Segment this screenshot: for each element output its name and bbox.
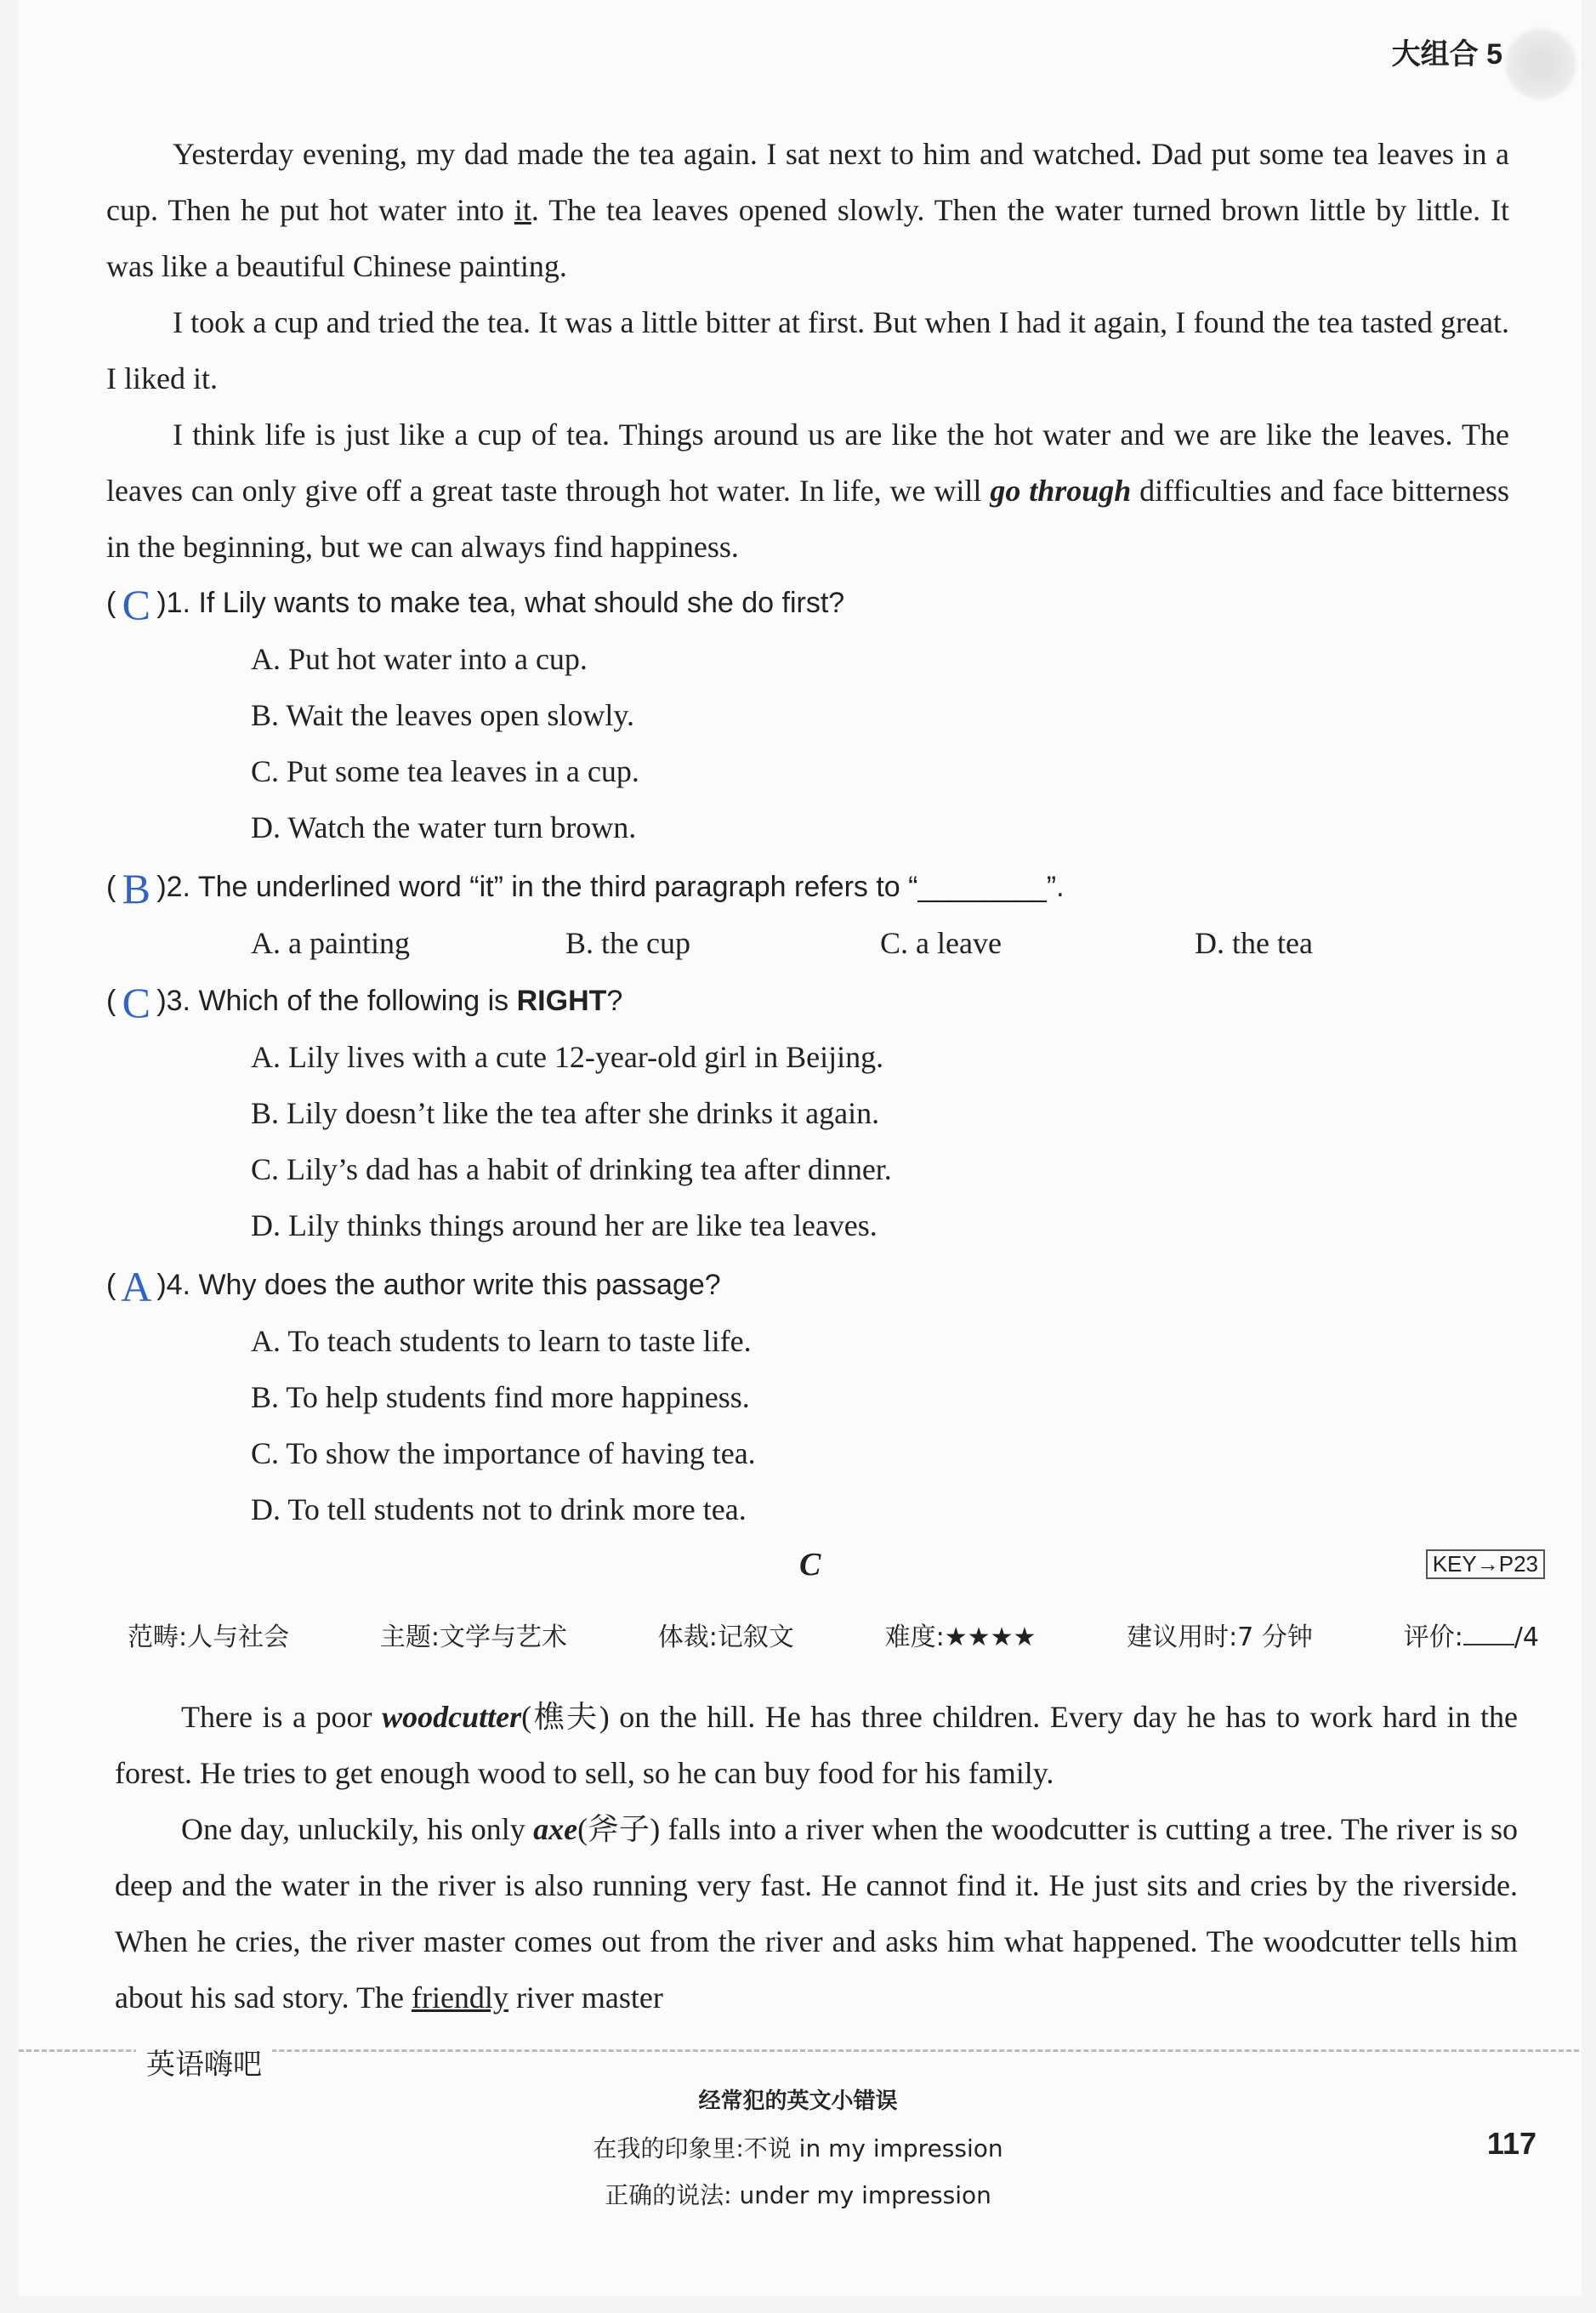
answer-mark: B bbox=[122, 865, 151, 913]
passage-b bbox=[106, 126, 1509, 575]
vocab-word: woodcutter bbox=[382, 1700, 522, 1734]
option: C. To show the importance of having tea. bbox=[251, 1436, 756, 1470]
option-row bbox=[106, 915, 1552, 971]
meta-genre: 体裁:记叙文 bbox=[657, 1623, 794, 1652]
question-stem: ( C )1. If Lily wants to make tea, what should she do first? bbox=[106, 575, 1552, 631]
passage-paragraph: Yesterday evening, my dad made the tea again. I sat next to him and watched. Dad put some tea leaves in a cup. Then he put hot water into it. The tea leaves opened slowly. Then the water turned brown little by little. It was like a beautiful Chinese painting. bbox=[106, 137, 1509, 283]
option: B. the cup bbox=[565, 926, 690, 960]
passage-paragraph: I think life is just like a cup of tea. Things around us are like the hot water and we are like the leaves. The leaves can only give off a great taste through hot water. In life, we will go through difficulties and face bitterness in the beginning, but we can always find happiness. bbox=[106, 418, 1510, 564]
option: D. the tea bbox=[1195, 926, 1313, 960]
section-c-title: C bbox=[799, 1547, 821, 1583]
answer-mark: C bbox=[122, 979, 151, 1027]
question-2 bbox=[106, 859, 1552, 971]
question-stem: ( A )4. Why does the author write this passage? bbox=[106, 1257, 1552, 1313]
key-reference: KEY→P23 bbox=[1426, 1549, 1545, 1579]
tip-wrong: 在我的印象里:不说 in my impression bbox=[593, 2134, 1003, 2162]
option: A. Lily lives with a cute 12-year-old girl in Beijing. bbox=[251, 1040, 884, 1074]
question-stem: ( B )2. The underlined word “it” in the third paragraph refers to “________”. bbox=[106, 859, 1552, 915]
vocab-word: axe bbox=[533, 1812, 578, 1846]
question-3 bbox=[106, 973, 1552, 1253]
corner-decoration bbox=[1502, 26, 1579, 102]
section-tag: 大组合 5 bbox=[1391, 38, 1502, 71]
meta-rating: 评价: /4 bbox=[1404, 1616, 1539, 1653]
meta-difficulty: 难度:★★★★ bbox=[884, 1623, 1037, 1652]
passage-paragraph: There is a poor woodcutter(樵夫) on the hill. He has three children. Every day he has to work hard in the forest. He tries to get enough wood to sell, so he can buy food for his family. bbox=[115, 1700, 1518, 1790]
option: C. Lily’s dad has a habit of drinking tea after dinner. bbox=[251, 1152, 892, 1186]
option: A. a painting bbox=[251, 926, 410, 960]
question-1 bbox=[106, 575, 1552, 855]
option: B. To help students find more happiness. bbox=[251, 1380, 750, 1414]
passage-paragraph: One day, unluckily, his only axe(斧子) falls into a river when the woodcutter is cutting a tree. The river is so deep and the water in the river is also running very fast. He cannot find it. He just sits and cries by the riverside. When he cries, the river master comes out from the river and asks him what happened. The woodcutter tells him about his sad story. The friendly river master bbox=[115, 1812, 1518, 2015]
tip-title: 经常犯的英文小错误 bbox=[698, 2089, 898, 2114]
tip-right: 正确的说法: under my impression bbox=[605, 2181, 991, 2209]
section-c-meta bbox=[128, 1616, 1539, 1653]
question-4 bbox=[106, 1257, 1552, 1537]
passage-paragraph: I took a cup and tried the tea. It was a little bitter at first. But when I had it again, I found the tea tasted great. I liked it. bbox=[106, 305, 1509, 395]
answer-mark: A bbox=[121, 1263, 152, 1311]
underlined-friendly: friendly bbox=[411, 1981, 508, 2015]
footer-label: 英语嗨吧 bbox=[136, 2041, 272, 2083]
meta-theme: 主题:文学与艺术 bbox=[379, 1623, 567, 1652]
option: D. To tell students not to drink more tea. bbox=[251, 1492, 747, 1526]
option: B. Wait the leaves open slowly. bbox=[251, 698, 635, 732]
meta-time: 建议用时:7 分钟 bbox=[1127, 1623, 1313, 1652]
answer-mark: C bbox=[122, 581, 151, 629]
passage-c bbox=[115, 1689, 1518, 2026]
question-stem: ( C )3. Which of the following is RIGHT? bbox=[106, 973, 1552, 1029]
option: C. a leave bbox=[880, 926, 1002, 960]
page-number: 117 bbox=[1486, 2126, 1536, 2161]
option: C. Put some tea leaves in a cup. bbox=[251, 754, 639, 788]
option: B. Lily doesn’t like the tea after she drinks it again. bbox=[251, 1096, 880, 1130]
bold-phrase: go through bbox=[990, 474, 1132, 508]
option: A. To teach students to learn to taste life. bbox=[251, 1324, 752, 1358]
meta-category: 范畴:人与社会 bbox=[128, 1623, 290, 1652]
option: A. Put hot water into a cup. bbox=[251, 642, 588, 676]
rating-blank bbox=[1463, 1620, 1514, 1645]
option: D. Watch the water turn brown. bbox=[251, 810, 637, 844]
underlined-it: it bbox=[514, 193, 531, 227]
option: D. Lily thinks things around her are like tea leaves. bbox=[251, 1208, 878, 1242]
